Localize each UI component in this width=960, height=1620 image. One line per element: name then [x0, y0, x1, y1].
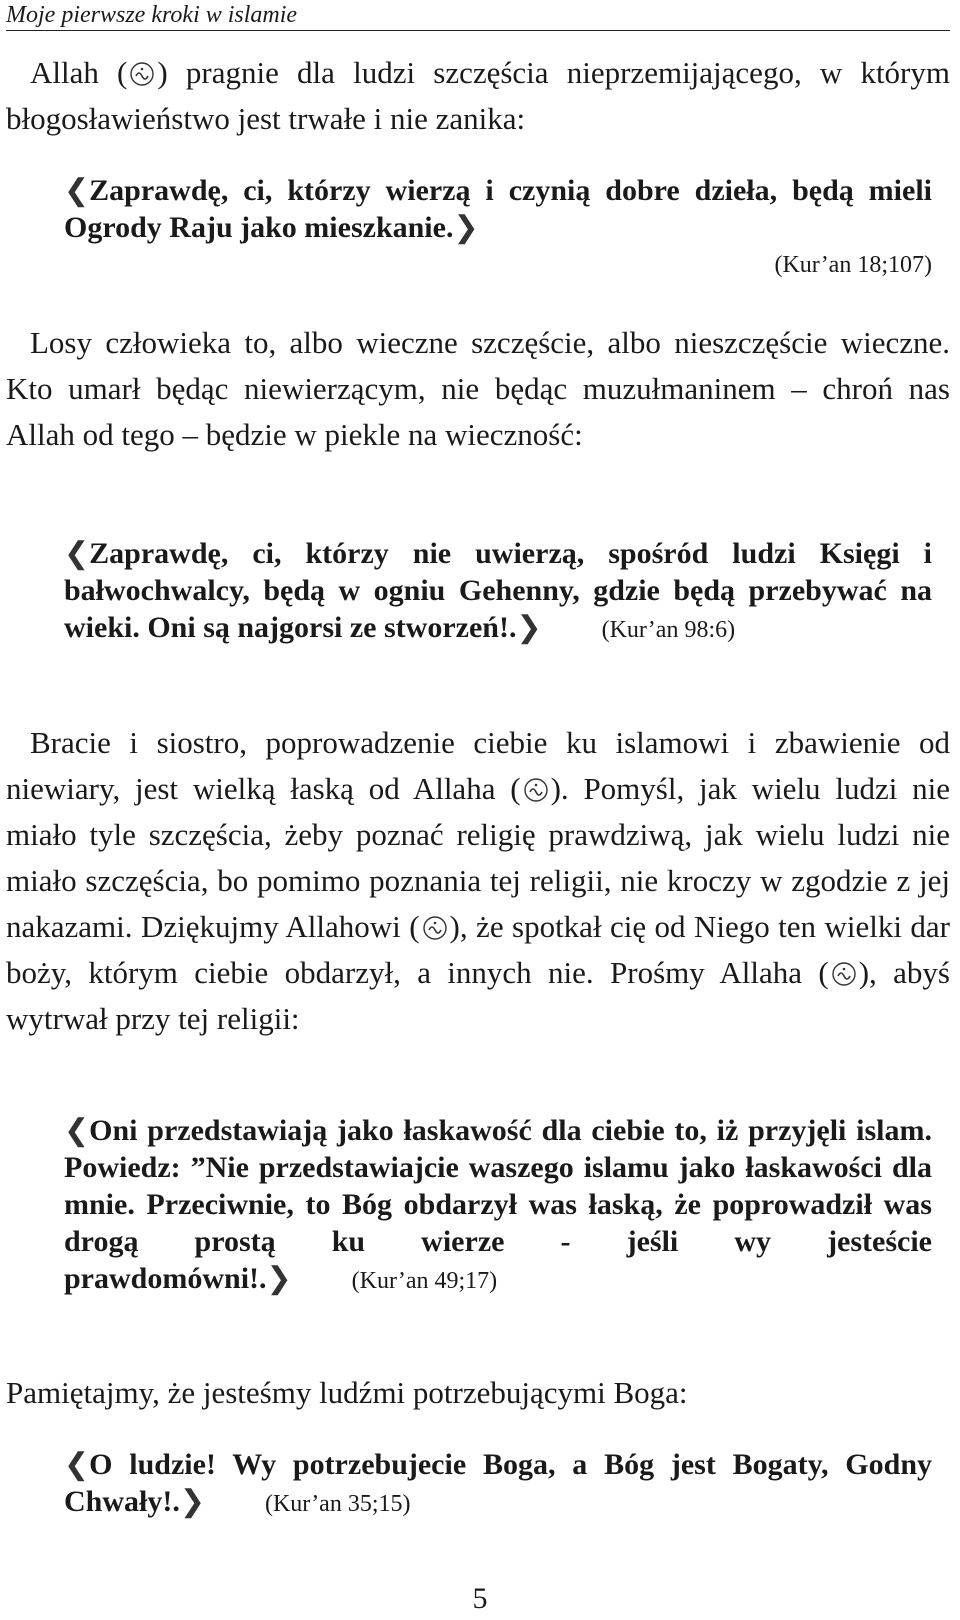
paragraph-fate-of-man: Losy człowieka to, albo wieczne szczęście, albo nieszczęście wieczne. Kto umarł będąc niewierzącym, nie będąc muzułmaninem – chroń nas Allah od tego – będzie w piekle na wieczność:	[6, 325, 950, 452]
page-number: 5	[472, 1582, 488, 1615]
quote-open-ornament-icon: ❮	[64, 174, 90, 207]
quote-open-ornament-icon: ❮	[64, 537, 90, 570]
quote-close-ornament-icon: ❯	[453, 211, 479, 244]
quote-close-ornament-icon: ❯	[179, 1485, 205, 1518]
running-header: Moje pierwsze kroki w islamie	[6, 0, 950, 31]
quote-close-ornament-icon: ❯	[516, 611, 542, 644]
exalted-ligature-icon	[523, 777, 549, 803]
quote-close-ornament-icon: ❯	[266, 1262, 292, 1295]
paragraph-brother-sister: Bracie i siostro, poprowadzenie ciebie ku islamowi i zbawienie od niewiary, jest wielką łaską od Allaha ( ). Pomyśl, jak wielu ludzi nie miało tyle szczęścia, żeby poznać religię prawdziwą, jak wielu ludzi nie miało szczęścia, bo pomimo poznania tej religii, nie kroczy w zgodzie z jej nakazami. Dziękujmy Allahowi ( ), że spotkał cię od Niego ten wielki dar boży, którym ciebie obdarzył, a innych nie. Prośmy Allaha ( ), abyś wytrwał przy tej religii:	[6, 725, 950, 1036]
paragraph-remember: Pamiętajmy, że jesteśmy ludźmi potrzebującymi Boga:	[6, 1375, 688, 1410]
exalted-ligature-icon	[831, 961, 857, 987]
quran-reference: (Kur’an 49;17)	[351, 1268, 498, 1294]
quran-quote-18-107: ❮Zaprawdę, ci, którzy wierzą i czynią dobre dzieła, będą mieli Ogrody Raju jako mieszkanie.❯	[64, 174, 932, 244]
exalted-ligature-icon	[422, 915, 448, 941]
exalted-ligature-icon	[129, 61, 155, 87]
quran-quote-49-17: ❮Oni przedstawiają jako łaskawość dla ciebie to, iż przyjęli islam. Powiedz: ”Nie przedstawiajcie waszego islamu jako łaskawości dla mnie. Przeciwnie, to Bóg obdarzył was łaską, że poprowadził was drogą prostą ku wierze - jeśli wy jesteście prawdomówni!.❯ (Kur’an 49;17)	[64, 1114, 932, 1295]
paragraph-allah-desires: Allah ( ) pragnie dla ludzi szczęścia nieprzemijającego, w którym błogosławieństwo jest trwałe i nie zanika:	[6, 55, 950, 136]
quote-open-ornament-icon: ❮	[64, 1114, 90, 1147]
quote-open-ornament-icon: ❮	[64, 1448, 90, 1481]
quran-reference: (Kur’an 18;107)	[774, 252, 932, 278]
quran-reference: (Kur’an 98:6)	[601, 617, 736, 643]
quran-quote-35-15: ❮O ludzie! Wy potrzebujecie Boga, a Bóg jest Bogaty, Godny Chwały!.❯ (Kur’an 35;15)	[64, 1448, 932, 1518]
quran-reference: (Kur’an 35;15)	[264, 1491, 411, 1517]
quran-quote-98-6: ❮Zaprawdę, ci, którzy nie uwierzą, spośród ludzi Księgi i bałwochwalcy, będą w ogniu Gehenny, gdzie będą przebywać na wieki. Oni są najgorsi ze stworzeń!.❯ (Kur’an 98:6)	[64, 537, 932, 644]
